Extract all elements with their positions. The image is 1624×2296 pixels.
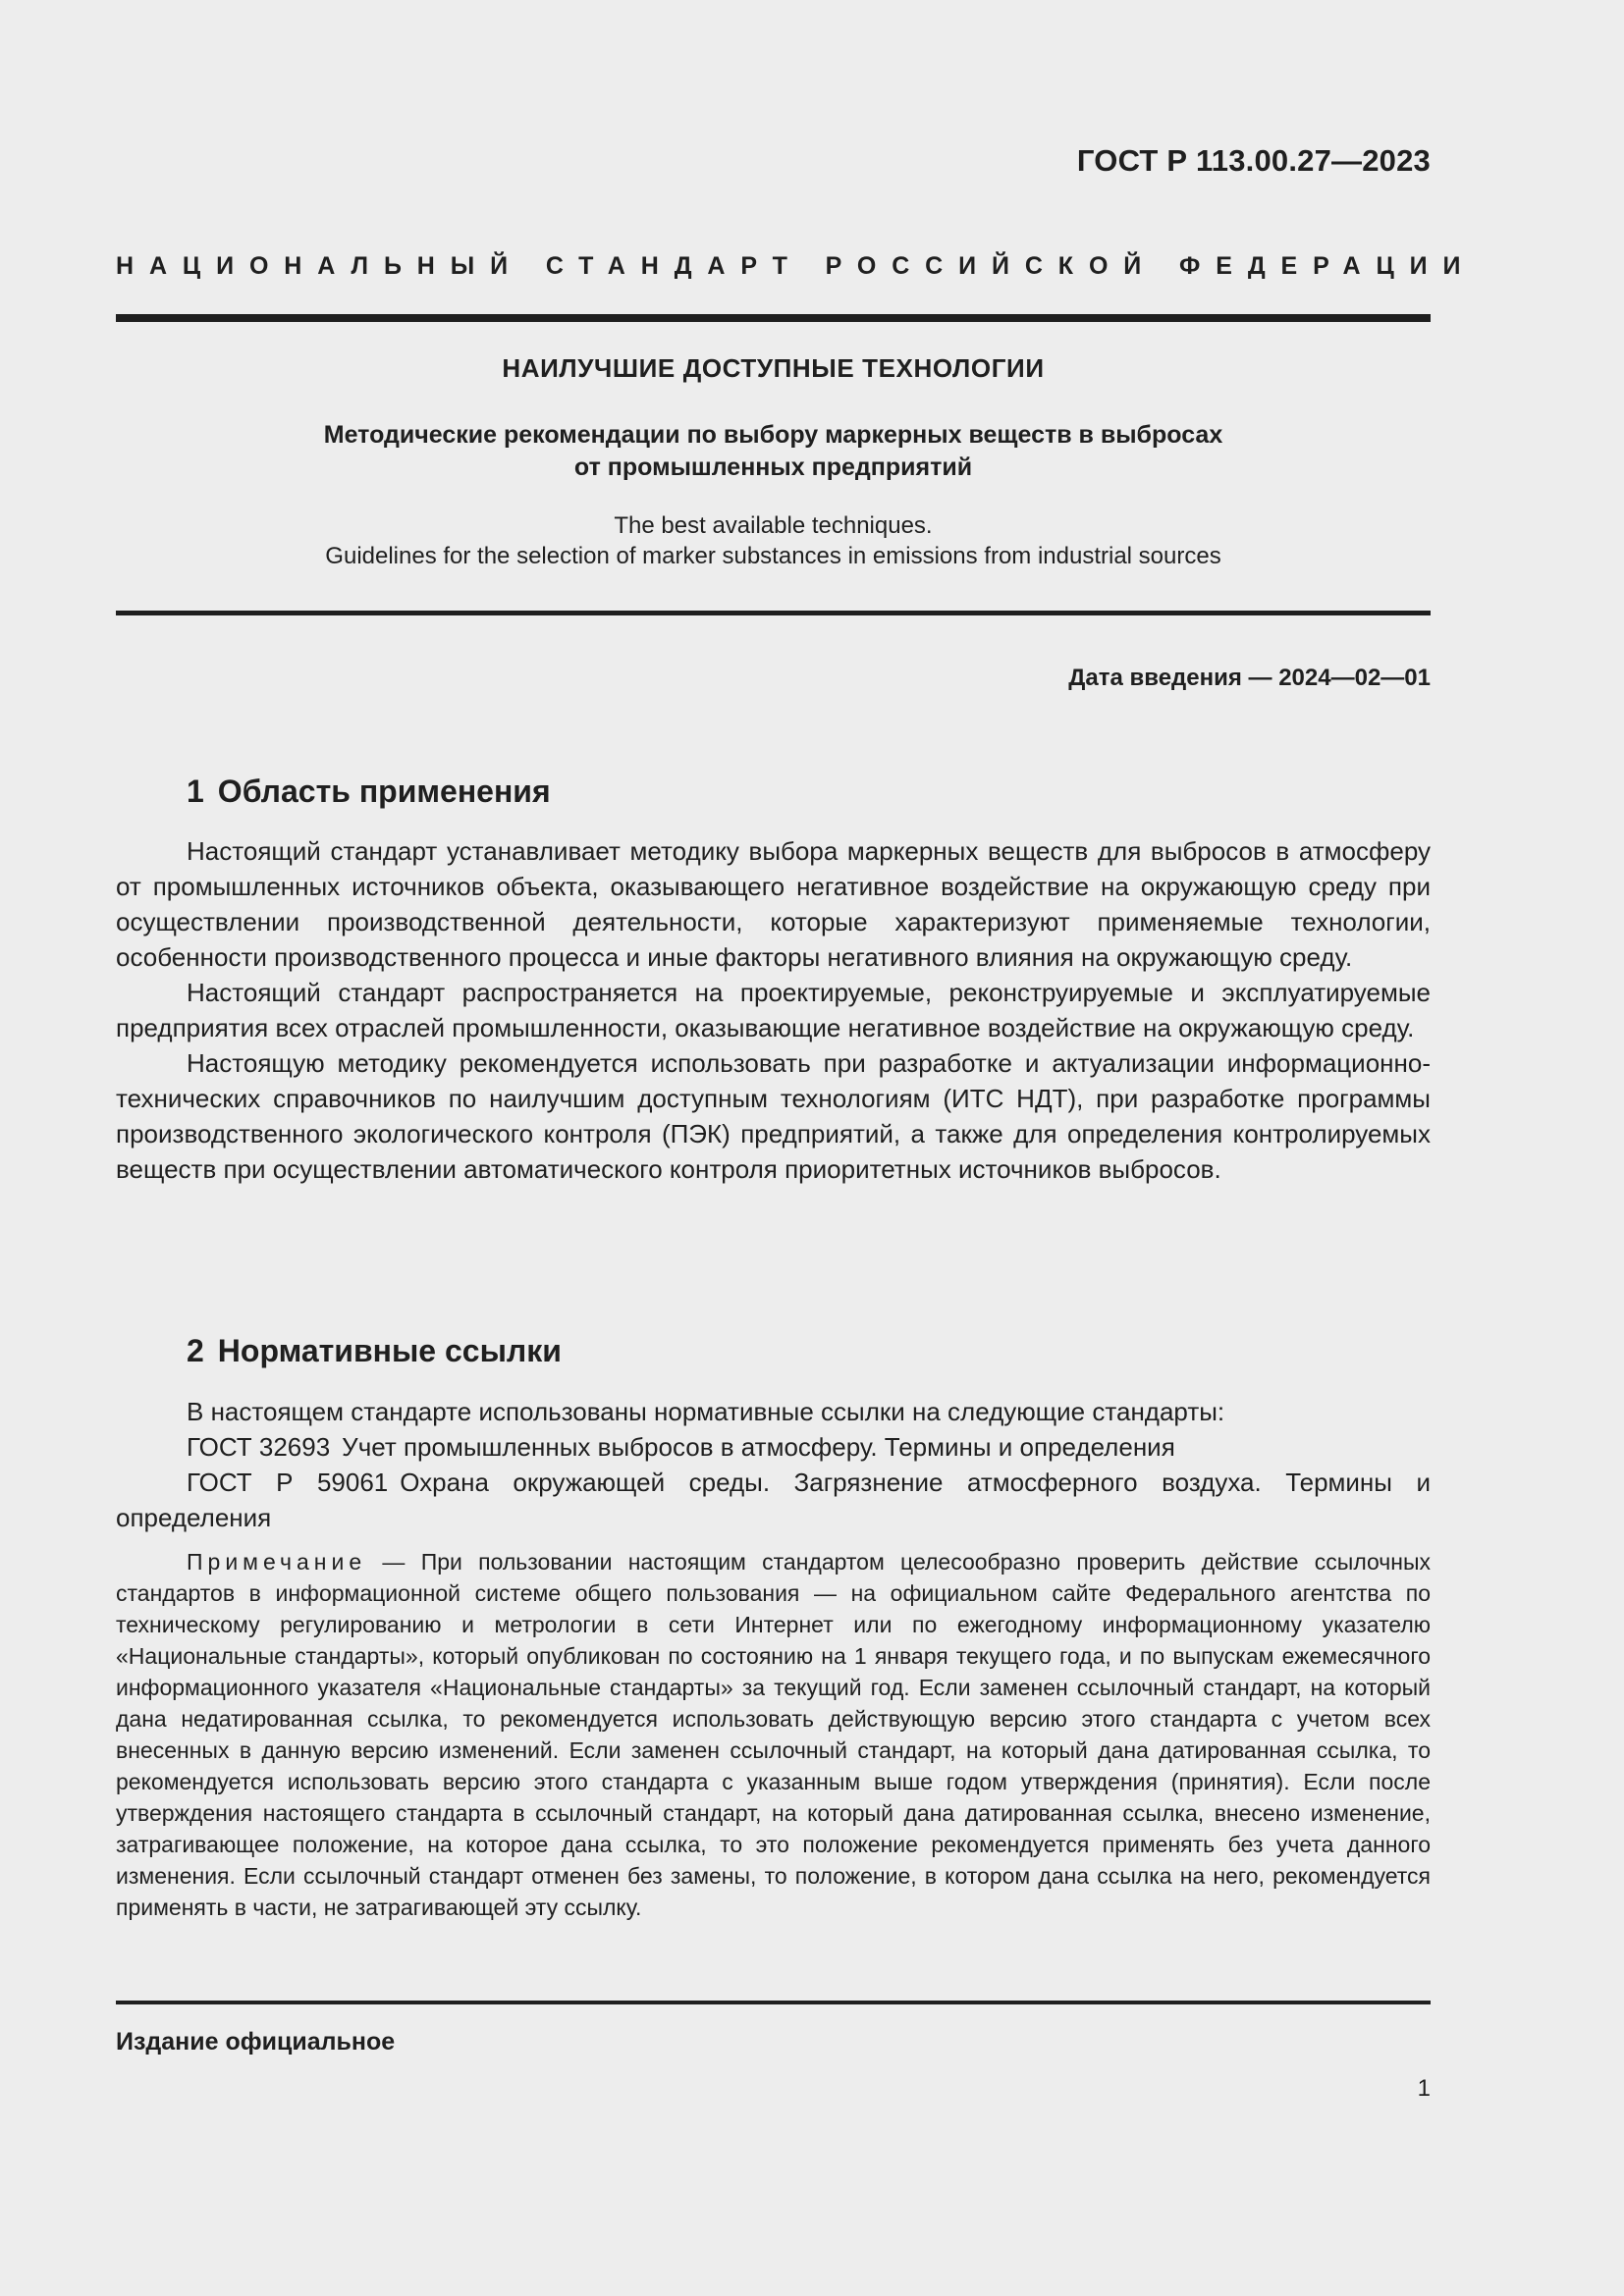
reference-code: ГОСТ Р 59061 bbox=[187, 1468, 389, 1497]
section-2-body bbox=[116, 1394, 1431, 1535]
section-2-heading bbox=[187, 1333, 562, 1369]
edition-label: Издание официальное bbox=[116, 2028, 396, 2056]
note-label: Примечание bbox=[187, 1549, 367, 1575]
introduction-date: Дата введения — 2024—02—01 bbox=[1068, 665, 1431, 691]
reference-item bbox=[116, 1465, 1431, 1535]
document-page bbox=[116, 0, 1477, 2296]
section-2-number: 2 bbox=[187, 1333, 204, 1368]
page-number: 1 bbox=[1417, 2075, 1431, 2102]
reference-item bbox=[116, 1429, 1431, 1465]
section-2-title: Нормативные ссылки bbox=[217, 1333, 562, 1368]
english-title-line-1: The best available techniques. bbox=[614, 512, 933, 539]
document-subtitle bbox=[116, 419, 1431, 484]
note-text: — При пользовании настоящим стандартом целесообразно проверить действие ссылочных стандартов в информационной системе общего пользования — на официальном сайте Федерального агентства по техническому регулированию и метрологии в сети Интернет или по ежегодному информационному указателю «Национальные стандарты», который опубликован по состоянию на 1 января текущего года, и по выпускам ежемесячного информационного указателя «Национальные стандарты» за текущий год. Если заменен ссылочный стандарт, на который дана недатированная ссылка, то рекомендуется использовать действующую версию этого стандарта с учетом всех внесенных в данную версию изменений. Если заменен ссылочный стандарт, на который дана датированная ссылка, то рекомендуется использовать версию этого стандарта с указанным выше годом утверждения (принятия). Если после утверждения настоящего стандарта в ссылочный стандарт, на который дана датированная ссылка, внесено изменение, затрагивающее положение, на которое дана ссылка, то это положение рекомендуется применять без учета данного изменения. Если ссылочный стандарт отменен без замены, то положение, в котором дана ссылка на него, рекомендуется применять в части, не затрагивающей эту ссылку. bbox=[116, 1549, 1432, 1920]
header-divider bbox=[116, 314, 1431, 322]
reference-note bbox=[116, 1546, 1431, 1923]
subtitle-line-1: Методические рекомендации по выбору маркерных веществ в выбросах bbox=[323, 421, 1223, 449]
national-standard-title: НАЦИОНАЛЬНЫЙ СТАНДАРТ РОССИЙСКОЙ ФЕДЕРАЦИИ bbox=[116, 252, 1477, 280]
section-1-paragraph: Настоящий стандарт устанавливает методику выбора маркерных веществ для выбросов в атмосферу от промышленных источников объекта, оказывающего негативное воздействие на окружающую среду при осуществлении производственной деятельности, которые характеризуют применяемые технологии, особенности производственного процесса и иные факторы негативного влияния на окружающую среду. bbox=[116, 836, 1431, 972]
subtitle-line-2: от промышленных предприятий bbox=[573, 454, 973, 481]
section-1-paragraph: Настоящий стандарт распространяется на проектируемые, реконструируемые и эксплуатируемые предприятия всех отраслей промышленности, оказывающие негативное воздействие на окружающую среду. bbox=[116, 978, 1431, 1042]
document-title: НАИЛУЧШИЕ ДОСТУПНЫЕ ТЕХНОЛОГИИ bbox=[502, 353, 1045, 383]
footer-divider bbox=[116, 2001, 1431, 2004]
title-divider bbox=[116, 611, 1431, 615]
reference-code: ГОСТ 32693 bbox=[187, 1432, 331, 1462]
section-2-intro: В настоящем стандарте использованы нормативные ссылки на следующие стандарты: bbox=[187, 1397, 1225, 1426]
reference-text: Охрана окружающей среды. Загрязнение атмосферного воздуха. Термины и определения bbox=[116, 1468, 1431, 1532]
english-title bbox=[116, 510, 1431, 571]
section-1-body bbox=[116, 833, 1431, 1187]
english-title-line-2: Guidelines for the selection of marker substances in emissions from industrial sources bbox=[325, 543, 1221, 569]
section-1-paragraph: Настоящую методику рекомендуется использовать при разработке и актуализации информационно-технических справочников по наилучшим доступным технологиям (ИТС НДТ), при разработке программы производственного экологического контроля (ПЭК) предприятий, а также для определения контролируемых веществ при осуществлении автоматического контроля приоритетных источников выбросов. bbox=[116, 1048, 1431, 1184]
reference-text: Учет промышленных выбросов в атмосферу. Термины и определения bbox=[342, 1432, 1175, 1462]
section-1-number: 1 bbox=[187, 774, 204, 809]
document-number: ГОСТ Р 113.00.27—2023 bbox=[1076, 143, 1431, 178]
section-1-heading bbox=[187, 774, 551, 810]
section-1-title: Область применения bbox=[217, 774, 551, 809]
